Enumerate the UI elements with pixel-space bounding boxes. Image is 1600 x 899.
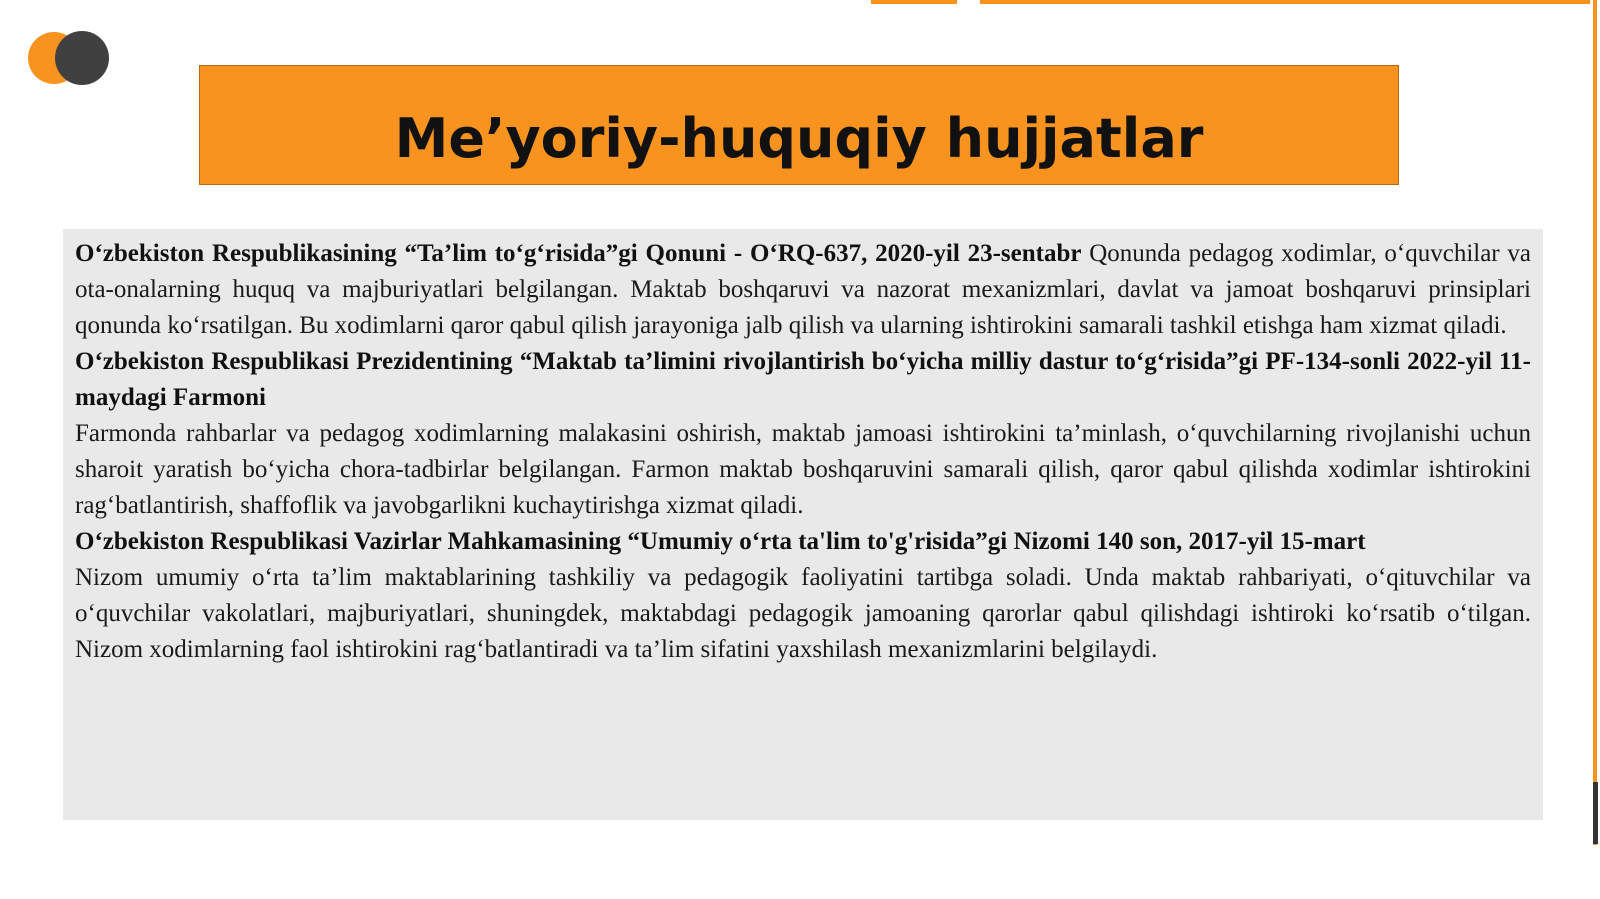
section-law bbox=[75, 236, 1531, 344]
right-accent-line bbox=[1593, 0, 1597, 845]
section-decree-body: Farmonda rahbarlar va pedagog xodimlarning malakasini oshirish, maktab jamoasi ishtirokini ta’minlash, o‘quvchilarning rivojlanishi uchun sharoit yaratish bo‘yicha chora-tadbirlar belgilangan. Farmon maktab boshqaruvini samarali qilish, qaror qabul qilishda xodimlar ishtirokini rag‘batlantirish, shaffoflik va javobgarlikni kuchaytirishga xizmat qiladi. bbox=[75, 420, 1531, 519]
top-accent-line-long bbox=[980, 0, 1590, 4]
page-title: Me’yoriy-huquqiy hujjatlar bbox=[394, 107, 1204, 170]
section-regulation-body: Nizom umumiy o‘rta ta’lim maktablarining tashkiliy va pedagogik faoliyatini tartibga soladi. Unda maktab rahbariyati, o‘qituvchilar va o‘quvchilar vakolatlari, majburiyatlari, shuningdek, maktabdagi pedagogik jamoaning qarorlar qabul qilishdagi ishtiroki ko‘rsatib o‘tilgan. Nizom xodimlarning faol ishtirokini rag‘batlantiradi va ta’lim sifatini yaxshilash mexanizmlarini belgilaydi. bbox=[75, 564, 1531, 663]
title-banner bbox=[199, 65, 1399, 185]
top-accent-line-short bbox=[871, 0, 957, 4]
circles-logo-icon bbox=[28, 31, 110, 85]
section-regulation-heading: O‘zbekiston Respublikasi Vazirlar Mahkamasining “Umumiy o‘rta ta'lim to'g'risida”gi Nizomi 140 son, 2017-yil 15-mart bbox=[75, 528, 1366, 555]
section-regulation-body-block bbox=[75, 560, 1531, 668]
section-decree-heading: O‘zbekiston Respublikasi Prezidentining “Maktab ta’limini rivojlantirish bo‘yicha milliy dastur to‘g‘risida”gi PF-134-sonli 2022-yil 11-maydagi Farmoni bbox=[75, 348, 1531, 411]
right-dark-accent bbox=[1593, 782, 1598, 844]
section-regulation-heading-block bbox=[75, 524, 1531, 560]
dark-circle-icon bbox=[55, 31, 109, 85]
section-decree-heading-block bbox=[75, 344, 1531, 416]
section-decree-body-block bbox=[75, 416, 1531, 524]
section-law-body: Qonunda pedagog xodimlar, o‘quvchilar va ota-onalarning huquq va majburiyatlari belgilangan. Maktab boshqaruvi va nazorat mexanizmlari, davlat va jamoat boshqaruvi prinsiplari qonunda ko‘rsatilgan. Bu xodimlarni qaror qabul qilish jarayoniga jalb qilish va ularning ishtirokini samarali tashkil etishga ham xizmat qiladi. bbox=[75, 240, 1531, 339]
section-law-heading: O‘zbekiston Respublikasining “Ta’lim to‘g‘risida”gi Qonuni - O‘RQ-637, 2020-yil 23-sentabr bbox=[75, 240, 1082, 267]
content-panel bbox=[63, 229, 1543, 820]
